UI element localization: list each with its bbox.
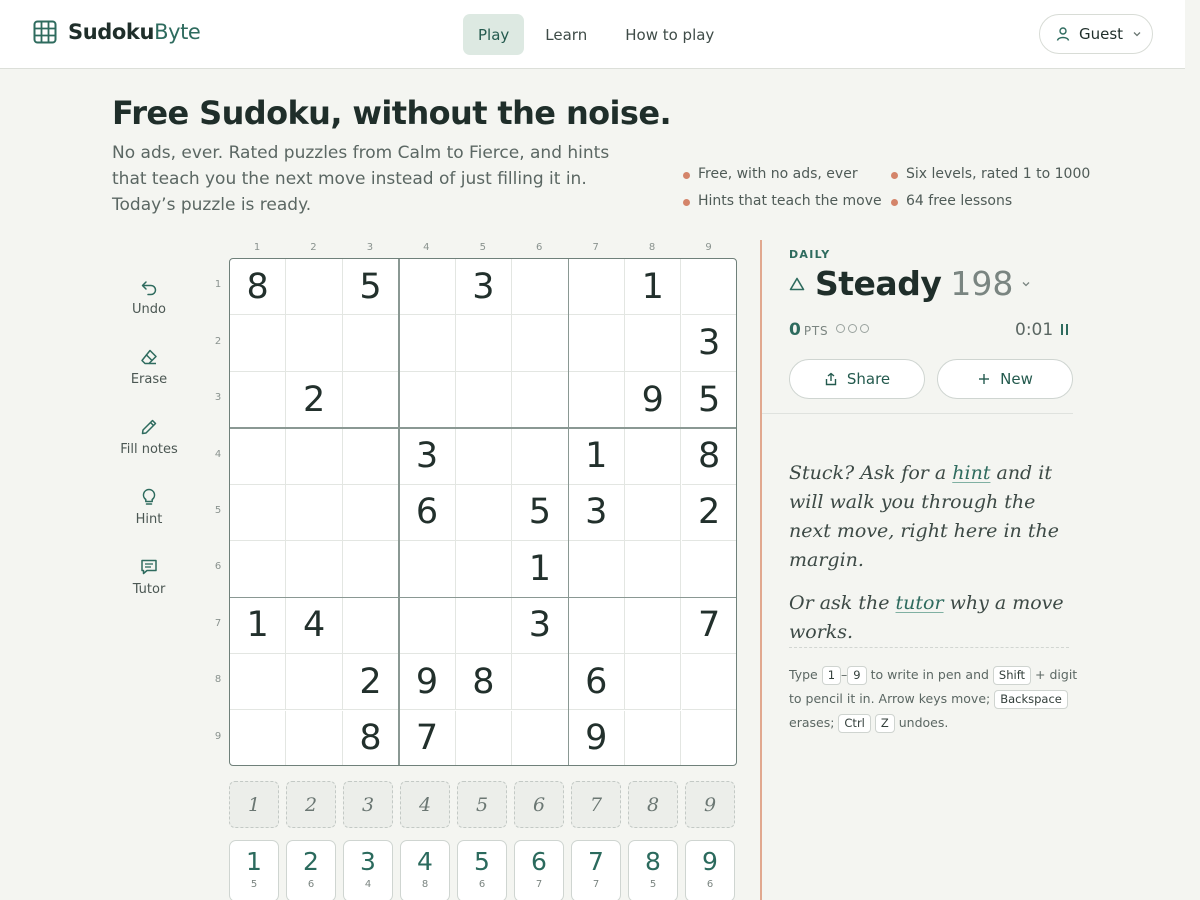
grid-cell[interactable]: 3	[399, 428, 455, 484]
grid-cell[interactable]	[682, 541, 737, 597]
grid-cell[interactable]: 3	[456, 259, 512, 315]
triangle-level-icon	[789, 277, 805, 291]
digit-value: 9	[702, 847, 718, 876]
share-icon	[824, 372, 838, 386]
row-label: 7	[214, 617, 222, 629]
tutor-paragraph: Or ask the tutor why a move works.	[789, 592, 1064, 643]
column-label: 5	[479, 242, 486, 253]
pencil-digit-button[interactable]: 2	[286, 781, 336, 828]
grid-cell[interactable]	[230, 428, 286, 484]
grid-cell[interactable]: 5	[512, 485, 568, 541]
sudoku-board[interactable]	[229, 258, 737, 766]
grid-cell[interactable]: 1	[569, 428, 625, 484]
pen-digit-button[interactable]	[400, 840, 450, 900]
digit-remaining-count: 6	[478, 879, 486, 890]
digit-value: 6	[531, 847, 547, 876]
column-label: 8	[648, 242, 656, 253]
level-selector[interactable]	[789, 264, 1031, 303]
tutor-link[interactable]: tutor	[895, 592, 944, 614]
panel-divider	[762, 413, 1073, 414]
grid-cell[interactable]	[230, 711, 286, 766]
row-label: 3	[214, 392, 222, 404]
mistake-dot	[836, 324, 845, 333]
grid-cell[interactable]	[569, 541, 625, 597]
grid-cell[interactable]	[230, 654, 286, 710]
column-label: 3	[366, 242, 374, 253]
user-icon	[1055, 26, 1071, 42]
row-label: 9	[214, 730, 222, 742]
brand-logo[interactable]	[33, 20, 200, 44]
pencil-digit-button[interactable]: 8	[628, 781, 678, 828]
digit-value: 7	[588, 847, 604, 876]
grid-cell[interactable]	[343, 541, 399, 597]
hint-button[interactable]	[113, 488, 185, 527]
grid-cell[interactable]	[456, 711, 512, 766]
undo-label: Undo	[132, 302, 166, 317]
pen-digit-button[interactable]	[286, 840, 336, 900]
grid-cell[interactable]	[625, 598, 681, 654]
column-label: 7	[592, 242, 599, 253]
grid-cell[interactable]	[682, 711, 737, 766]
keyboard-help: Type 1 – 9 to write in pen and Shift + digit to pencil it in. Arrow keys move; Backspace erases; Ctrl Z undoes.	[789, 663, 1079, 735]
chevron-down-icon	[1132, 29, 1142, 39]
feature-item: Six levels, rated 1 to 1000	[891, 166, 1090, 182]
grid-cell[interactable]	[512, 428, 568, 484]
grid-cell[interactable]	[456, 598, 512, 654]
column-label: 4	[423, 242, 430, 253]
row-label: 4	[214, 448, 222, 460]
pencil-digit-button[interactable]: 7	[571, 781, 621, 828]
grid-cell[interactable]	[512, 259, 568, 315]
timer: 0:01	[1015, 320, 1054, 340]
grid-cell[interactable]	[512, 372, 568, 428]
eraser-icon	[140, 348, 158, 366]
key-9: 9	[847, 666, 866, 685]
grid-cell[interactable]: 8	[343, 711, 399, 766]
grid-cell[interactable]: 2	[343, 654, 399, 710]
grid-cell[interactable]: 5	[343, 259, 399, 315]
column-label: 2	[310, 242, 317, 253]
pencil-digit-button[interactable]: 5	[457, 781, 507, 828]
grid-cell[interactable]	[286, 315, 342, 371]
row-label: 2	[214, 335, 222, 347]
account-menu-button[interactable]	[1039, 14, 1153, 54]
grid-cell[interactable]	[230, 372, 286, 428]
account-label: Guest	[1079, 25, 1124, 43]
grid-cell[interactable]: 8	[456, 654, 512, 710]
grid-logo-icon	[33, 20, 57, 44]
grid-cell[interactable]: 2	[286, 372, 342, 428]
digit-remaining-count: 7	[535, 879, 543, 890]
level-name: Steady	[815, 264, 942, 303]
column-label: 1	[253, 242, 261, 253]
plus-icon	[977, 372, 991, 386]
pencil-icon	[140, 418, 158, 436]
digit-value: 4	[417, 847, 433, 876]
grid-cell[interactable]	[625, 485, 681, 541]
pen-digit-button[interactable]	[457, 840, 507, 900]
grid-cell[interactable]	[286, 654, 342, 710]
grid-cell[interactable]: 1	[625, 259, 681, 315]
grid-cell[interactable]	[286, 259, 342, 315]
dashed-divider	[789, 647, 1069, 648]
grid-cell[interactable]	[343, 372, 399, 428]
grid-cell[interactable]	[343, 315, 399, 371]
pen-digit-button[interactable]	[571, 840, 621, 900]
grid-cell[interactable]: 1	[230, 598, 286, 654]
grid-cell[interactable]	[399, 598, 455, 654]
grid-cell[interactable]: 1	[512, 541, 568, 597]
mistake-dot	[860, 324, 869, 333]
level-rating: 198	[950, 264, 1014, 303]
grid-cell[interactable]	[343, 428, 399, 484]
grid-cell[interactable]: 4	[286, 598, 342, 654]
grid-cell[interactable]: 2	[682, 485, 737, 541]
grid-cell[interactable]	[625, 541, 681, 597]
grid-cell[interactable]	[625, 711, 681, 766]
grid-cell[interactable]	[682, 259, 737, 315]
grid-cell[interactable]	[399, 259, 455, 315]
digit-remaining-count: 6	[706, 879, 714, 890]
hint-paragraph: Stuck? Ask for a hint and it will walk you through the next move, right here in the margin.	[789, 462, 1059, 571]
erase-label: Erase	[130, 372, 168, 387]
grid-cell[interactable]	[625, 654, 681, 710]
grid-cell[interactable]	[512, 711, 568, 766]
main-nav	[463, 14, 735, 55]
pencil-digit-button[interactable]: 3	[343, 781, 393, 828]
grid-cell[interactable]: 9	[569, 711, 625, 766]
pencil-digit-button[interactable]: 6	[514, 781, 564, 828]
points-display: 0 PTS	[789, 320, 829, 340]
grid-cell[interactable]	[230, 315, 286, 371]
erase-button[interactable]	[113, 348, 185, 387]
nav-how-to-play[interactable]: How to play	[625, 25, 715, 44]
nav-learn[interactable]: Learn	[545, 25, 588, 44]
share-button[interactable]: Share	[789, 359, 925, 399]
pen-digit-button[interactable]	[685, 840, 735, 900]
grid-cell[interactable]	[456, 428, 512, 484]
key-backspace: Backspace	[994, 690, 1068, 709]
lightbulb-icon	[140, 488, 158, 506]
grid-cell[interactable]	[569, 259, 625, 315]
grid-cell[interactable]	[230, 485, 286, 541]
grid-cell[interactable]: 8	[682, 428, 737, 484]
grid-cell[interactable]	[343, 598, 399, 654]
grid-cell[interactable]: 6	[569, 654, 625, 710]
grid-cell[interactable]: 3	[569, 485, 625, 541]
grid-cell[interactable]	[399, 372, 455, 428]
key-z: Z	[875, 714, 895, 733]
grid-cell[interactable]	[625, 315, 681, 371]
margin-rule	[760, 240, 762, 900]
feature-item: Free, with no ads, ever	[683, 166, 858, 182]
pause-icon[interactable]	[1060, 323, 1070, 336]
feature-item: 64 free lessons	[891, 193, 1012, 209]
digit-remaining-count: 5	[250, 879, 258, 890]
grid-cell[interactable]	[512, 315, 568, 371]
grid-cell[interactable]: 9	[399, 654, 455, 710]
digit-remaining-count: 5	[649, 879, 657, 890]
top-bar	[0, 0, 1185, 69]
grid-cell[interactable]	[456, 315, 512, 371]
pen-digit-button[interactable]	[343, 840, 393, 900]
grid-cell[interactable]	[399, 541, 455, 597]
digit-value: 2	[303, 847, 319, 876]
daily-label: DAILY	[789, 248, 831, 261]
undo-icon	[140, 278, 158, 296]
hint-prompt	[789, 459, 1079, 661]
pencil-digit-button[interactable]: 1	[229, 781, 279, 828]
column-label: 9	[705, 242, 712, 253]
chat-icon	[140, 558, 158, 576]
tutor-label: Tutor	[132, 582, 166, 597]
key-1: 1	[822, 666, 841, 685]
key-ctrl: Ctrl	[838, 714, 870, 733]
pencil-digit-button[interactable]: 4	[400, 781, 450, 828]
box-divider	[398, 259, 400, 766]
grid-cell[interactable]	[286, 485, 342, 541]
hint-label: Hint	[135, 512, 163, 527]
grid-cell[interactable]: 3	[512, 598, 568, 654]
feature-item: Hints that teach the move	[683, 193, 882, 209]
grid-cell[interactable]	[399, 315, 455, 371]
digit-value: 1	[246, 847, 262, 876]
grid-cell[interactable]	[230, 541, 286, 597]
grid-cell[interactable]	[569, 315, 625, 371]
brand-name: SudokuByte	[68, 20, 201, 44]
box-divider	[230, 597, 737, 599]
row-label: 8	[214, 674, 222, 686]
grid-cell[interactable]	[286, 541, 342, 597]
row-label: 1	[214, 279, 222, 291]
grid-cell[interactable]	[456, 372, 512, 428]
pen-digit-button[interactable]	[229, 840, 279, 900]
grid-cell[interactable]	[456, 485, 512, 541]
pen-digit-button[interactable]	[628, 840, 678, 900]
grid-cell[interactable]	[569, 598, 625, 654]
grid-cell[interactable]: 6	[399, 485, 455, 541]
hint-link[interactable]: hint	[952, 462, 991, 484]
mistake-dot	[848, 324, 857, 333]
grid-cell[interactable]	[286, 711, 342, 766]
grid-cell[interactable]	[512, 654, 568, 710]
grid-cell[interactable]	[286, 428, 342, 484]
box-divider	[230, 427, 737, 429]
fill-notes-button[interactable]	[113, 418, 185, 457]
digit-value: 3	[360, 847, 376, 876]
grid-cell[interactable]: 7	[682, 598, 737, 654]
grid-cell[interactable]	[625, 428, 681, 484]
grid-cell[interactable]: 9	[625, 372, 681, 428]
grid-cell[interactable]: 5	[682, 372, 737, 428]
row-label: 5	[214, 505, 222, 516]
column-label: 6	[536, 242, 543, 253]
fill-notes-label: Fill notes	[120, 442, 178, 457]
row-label: 6	[214, 561, 222, 573]
tutor-button[interactable]	[113, 558, 185, 597]
box-divider	[568, 259, 570, 766]
digit-value: 8	[645, 847, 661, 876]
grid-cell[interactable]	[682, 654, 737, 710]
digit-remaining-count: 4	[364, 879, 372, 890]
chevron-down-icon	[1021, 279, 1031, 289]
scrollbar-track	[1185, 0, 1200, 900]
grid-cell[interactable]: 8	[230, 259, 286, 315]
page-subtitle: No ads, ever. Rated puzzles from Calm to Fierce, and hints that teach you the next move instead of just filling it in. Today’s puzzle is ready.	[112, 143, 610, 215]
new-game-button[interactable]: New	[937, 359, 1073, 399]
digit-remaining-count: 8	[421, 879, 429, 890]
pen-digit-button[interactable]	[514, 840, 564, 900]
key-shift: Shift	[993, 666, 1031, 685]
grid-cell[interactable]	[456, 541, 512, 597]
page-title: Free Sudoku, without the noise.	[112, 94, 671, 132]
pencil-digit-button[interactable]: 9	[685, 781, 735, 828]
digit-remaining-count: 6	[307, 879, 315, 890]
grid-cell[interactable]	[569, 372, 625, 428]
undo-button[interactable]	[113, 278, 185, 317]
grid-cell[interactable]: 3	[682, 315, 737, 371]
digit-value: 5	[474, 847, 490, 876]
digit-remaining-count: 7	[592, 879, 600, 890]
grid-cell[interactable]	[343, 485, 399, 541]
grid-cell[interactable]: 7	[399, 711, 455, 766]
mistake-indicator	[836, 324, 872, 333]
nav-play[interactable]: Play	[463, 14, 524, 55]
